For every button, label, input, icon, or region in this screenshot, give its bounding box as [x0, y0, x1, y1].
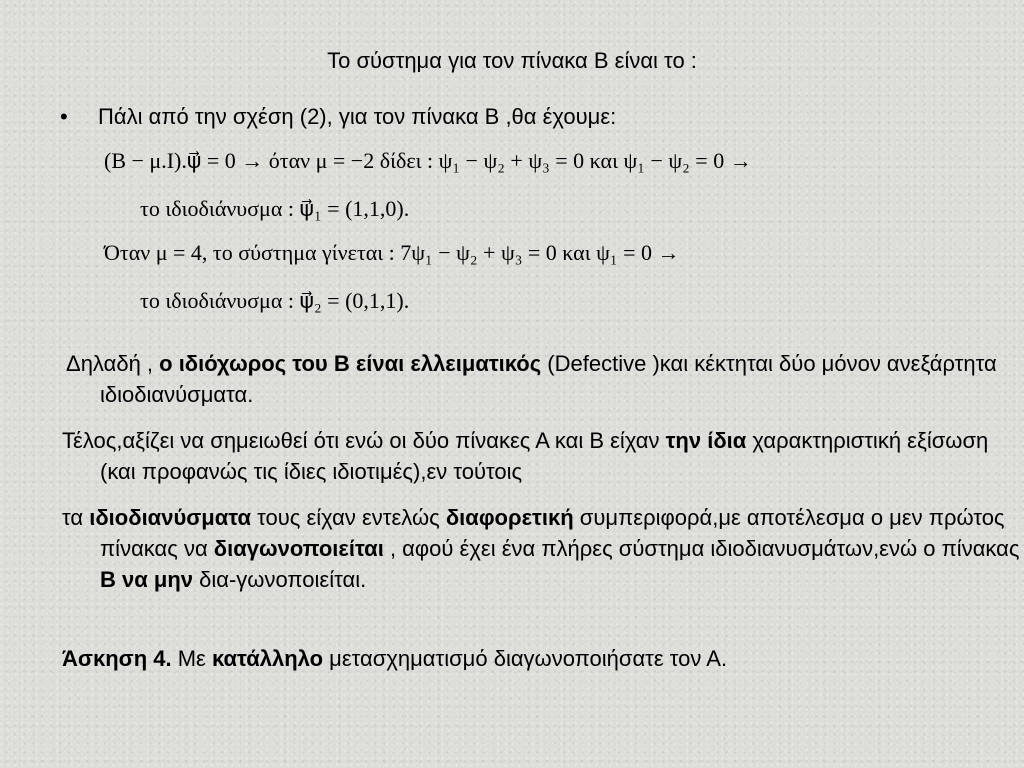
- p1-bold: ο ιδιόχωρος του Β είναι ελλειματικός: [159, 351, 542, 376]
- bullet-marker: •: [60, 104, 68, 129]
- p3-text-g: , αφού έχει ένα πλήρες σύστημα ιδιοδιανυσμάτων,ενώ ο πίνακας: [383, 536, 1020, 561]
- equation-2: το ιδιοδιάνυσμα : ψ⃗₁ = (1,1,0).: [140, 196, 410, 221]
- p3-bold-f: διαγωνοποιείται: [213, 536, 384, 561]
- paragraph-eigenvectors: [62, 502, 1020, 595]
- p3-text-c: τους είχαν εντελώς: [251, 505, 446, 530]
- equation-1: (Β − μ.Ι).ψ⃗ = 0 → όταν μ = −2 δίδει : ψ₁ − ψ₂ + ψ₃ = 0 και ψ₁ − ψ₂ = 0 →: [104, 148, 752, 173]
- p3-bold-b: ιδιοδιανύσματα: [89, 505, 252, 530]
- p4-bold-c: κατάλληλο: [211, 646, 324, 671]
- equation-4: το ιδιοδιάνυσμα : ψ⃗₂ = (0,1,1).: [140, 288, 410, 313]
- paragraph-exercise: [62, 643, 1020, 674]
- p3-text-e: συμπεριφορά,με αποτέλεσμα ο μεν πρώτος πίνακας να: [100, 505, 1005, 561]
- paragraph-defective: [62, 348, 1020, 410]
- bullet-item: [60, 104, 616, 130]
- p3-text-a: τα: [62, 505, 90, 530]
- bullet-text: Πάλι από την σχέση (2), για τον πίνακα Β ,θα έχουμε:: [98, 104, 617, 129]
- p2-text-a: Τέλος,αξίζει να σημειωθεί ότι ενώ οι δύο πίνακες Α και Β είχαν: [62, 428, 666, 453]
- p4-bold-a: Άσκηση 4.: [62, 646, 172, 671]
- p2-bold: την ίδια: [665, 428, 747, 453]
- p3-bold-d: διαφορετική: [445, 505, 574, 530]
- p2-text-c: χαρακτηριστική εξίσωση (και προφανώς τις ίδιες ιδιοτιμές),εν τούτοις: [100, 428, 989, 484]
- paragraph-same-equation: [62, 425, 1020, 487]
- slide-title: Το σύστημα για τον πίνακα Β είναι το :: [327, 48, 697, 73]
- p3-bold-h: Β να μην: [100, 567, 194, 592]
- p3-text-i: δια-γωνοποιείται.: [193, 567, 367, 592]
- equation-3: Όταν μ = 4, το σύστημα γίνεται : 7ψ₁ − ψ₂ + ψ₃ = 0 και ψ₁ = 0 →: [104, 240, 680, 265]
- p1-text-c: (Defective )και κέκτηται δύο μόνον ανεξάρτητα ιδιοδιανύσματα.: [100, 351, 997, 407]
- p1-text-a: Δηλαδή ,: [66, 351, 160, 376]
- p4-text-d: μετασχηματισμό διαγωνοποιήσατε τον Α.: [323, 646, 728, 671]
- p4-text-b: Με: [171, 646, 212, 671]
